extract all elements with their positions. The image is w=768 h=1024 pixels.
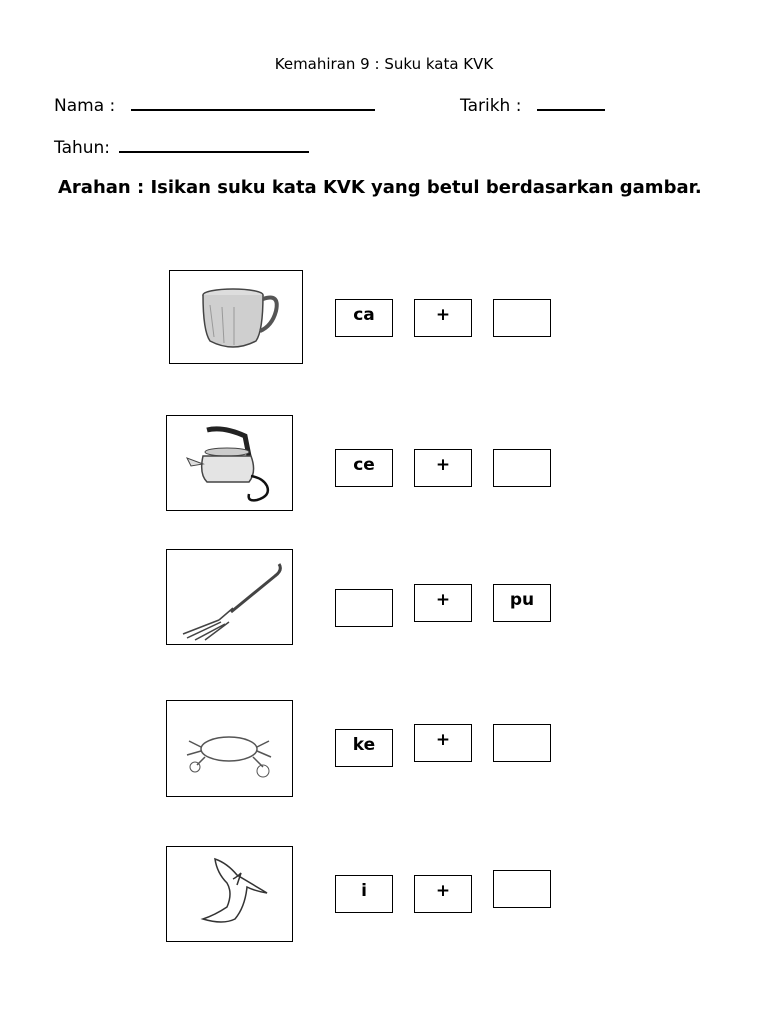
tahun-blank-line[interactable]	[119, 137, 309, 153]
syllable-box-right[interactable]: pu	[493, 584, 551, 622]
plus-box: +	[414, 875, 472, 913]
kettle-icon	[167, 416, 292, 510]
plus-box: +	[414, 584, 472, 622]
syllable-box-right[interactable]	[493, 724, 551, 762]
instruction-text: Arahan : Isikan suku kata KVK yang betul berdasarkan gambar.	[58, 177, 702, 198]
crab-icon	[167, 701, 292, 796]
plus-box: +	[414, 724, 472, 762]
syllable-box-left[interactable]: i	[335, 875, 393, 913]
tahun-label: Tahun:	[54, 138, 111, 158]
dolphin-icon	[167, 847, 292, 941]
syllable-box-right[interactable]	[493, 870, 551, 908]
syllable-box-left[interactable]: ce	[335, 449, 393, 487]
worksheet-title: Kemahiran 9 : Suku kata KVK	[274, 55, 494, 73]
syllable-box-left[interactable]	[335, 589, 393, 627]
nama-field	[54, 95, 375, 116]
plus-box: +	[414, 299, 472, 337]
nama-blank-line[interactable]	[131, 95, 375, 111]
cup-picture	[169, 270, 303, 364]
crab-picture	[166, 700, 293, 797]
cup-icon	[170, 271, 302, 363]
plus-box: +	[414, 449, 472, 487]
syllable-box-left[interactable]: ca	[335, 299, 393, 337]
kettle-picture	[166, 415, 293, 511]
tahun-field	[54, 137, 309, 158]
tarikh-blank-line[interactable]	[537, 95, 605, 111]
syllable-box-right[interactable]	[493, 299, 551, 337]
tarikh-label: Tarikh :	[460, 96, 522, 116]
tarikh-field	[460, 95, 605, 116]
dolphin-picture	[166, 846, 293, 942]
nama-label: Nama :	[54, 96, 116, 116]
fork-picture	[166, 549, 293, 645]
syllable-box-right[interactable]	[493, 449, 551, 487]
fork-icon	[167, 550, 292, 644]
syllable-box-left[interactable]: ke	[335, 729, 393, 767]
